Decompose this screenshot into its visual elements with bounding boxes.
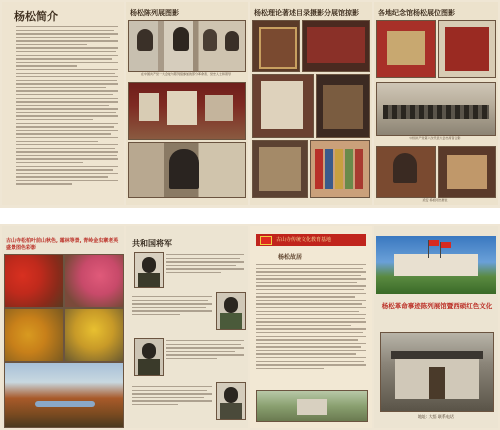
general-bio-1 (166, 254, 244, 275)
memorial-photo-4 (438, 146, 496, 198)
generals-title: 共和国将军 (132, 238, 172, 248)
works-photo-5 (252, 140, 308, 198)
scenery-photo-pink-trees (64, 254, 124, 308)
intro-title: 杨松简介 (14, 10, 58, 23)
memorial-photo-group (376, 82, 496, 136)
memorial-photo-1 (376, 20, 436, 78)
scenery-panel (2, 226, 124, 428)
cover-title: 杨松革命事迹陈列展馆暨西硕红色文化 (381, 302, 493, 310)
works-photo-3 (252, 74, 314, 138)
residence-title: 杨松故居 (278, 254, 303, 261)
scenery-photo-golden-trees (64, 308, 124, 362)
scenery-photo-yellow-field (4, 308, 64, 362)
intro-body-text (16, 26, 118, 187)
exhibit-photo-hall (128, 82, 246, 140)
residence-panel (250, 226, 372, 428)
memorial-photo-2 (438, 20, 496, 78)
works-title: 杨松理论著述目录摄影分展馆掠影 (254, 9, 359, 17)
general-portrait-4 (216, 382, 246, 420)
generals-panel (126, 226, 248, 428)
residence-body-text (256, 264, 366, 371)
cover-photo-hall (376, 236, 496, 294)
exhibit-photo-documents (128, 142, 246, 198)
exhibit-title: 杨松陈列展图影 (130, 9, 179, 17)
works-photo-2 (302, 20, 370, 72)
works-photo-6 (310, 140, 370, 198)
scenery-photo-red-leaves (4, 254, 64, 308)
memorial-caption-2: 延安 杨松同志展位 (422, 198, 448, 202)
residence-photo (256, 390, 368, 422)
memorial-caption-1: 中国共产党第六次代表大会出席者合影 (409, 136, 461, 140)
general-portrait-3 (134, 338, 164, 376)
memorial-panel (374, 2, 498, 205)
general-portrait-2 (216, 292, 246, 330)
cover-panel (374, 226, 498, 428)
exhibit-caption: 在中国共产党一大会址与陈列馆参加的部分革命者、党史人士和领导 (140, 72, 231, 76)
scenery-photo-landscape (4, 362, 124, 428)
memorial-title: 各地纪念馆杨松展位图影 (378, 9, 455, 17)
residence-subtitle: 古山寺传统文化教育基地 (276, 237, 332, 243)
intro-panel (2, 2, 124, 205)
general-bio-2 (132, 296, 212, 317)
works-photo-1 (252, 20, 300, 72)
divider (0, 208, 500, 224)
flag-icon (260, 236, 272, 245)
general-bio-3 (166, 340, 244, 361)
general-portrait-1 (134, 252, 164, 288)
exhibit-photo-portraits (128, 20, 246, 72)
cover-photo-residence (380, 332, 494, 412)
works-photo-4 (316, 74, 370, 138)
general-bio-4 (132, 386, 212, 407)
exhibit-panel (126, 2, 248, 205)
cover-footer: 地址: 大悟 联系电话 (418, 414, 454, 419)
memorial-photo-3 (376, 146, 436, 198)
scenery-title: 古山寺松柏叶前山秋色, 霜林等景, 青岭金虫寨老英盛景图色彩影 (6, 238, 119, 251)
works-panel (250, 2, 372, 205)
